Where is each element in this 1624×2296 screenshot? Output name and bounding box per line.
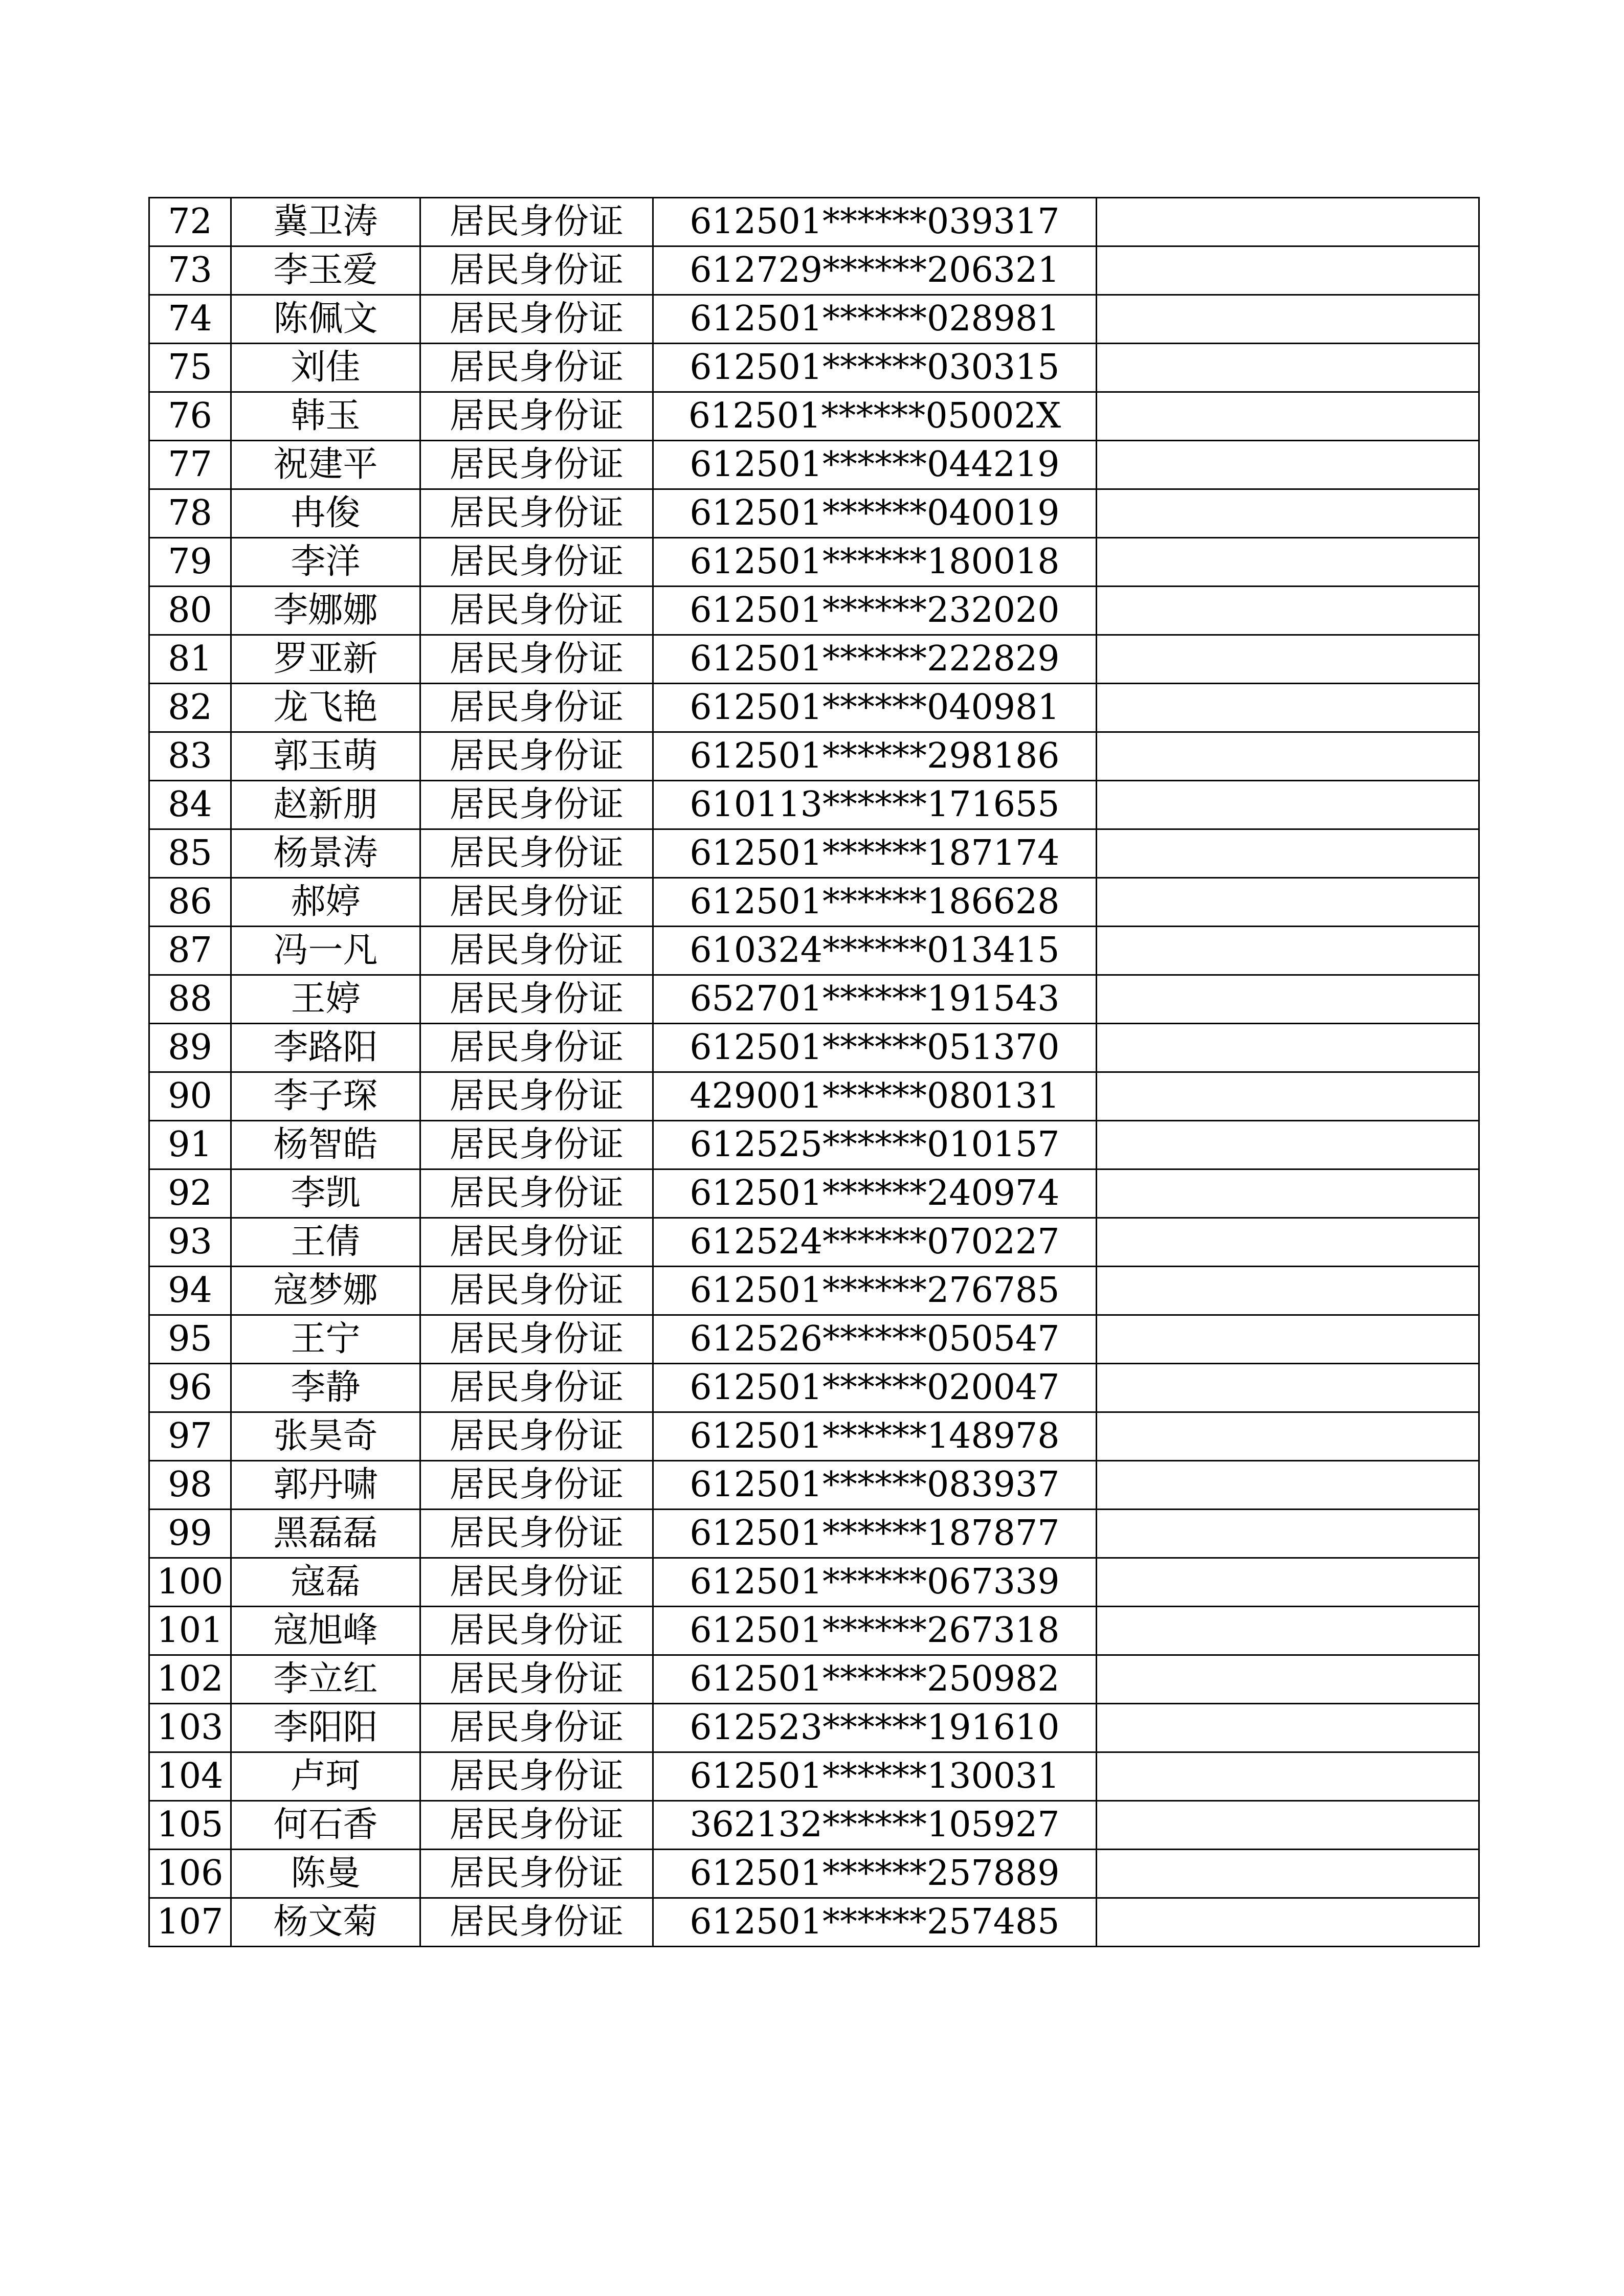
person-name-cell: 卢珂 <box>231 1752 420 1801</box>
row-number-cell: 89 <box>149 1024 231 1072</box>
remark-cell <box>1097 1850 1479 1898</box>
id-number-cell: 612501******083937 <box>653 1461 1097 1510</box>
id-number-cell: 612501******051370 <box>653 1024 1097 1072</box>
table-row <box>149 1558 1479 1607</box>
id-type-cell: 居民身份证 <box>420 1461 653 1510</box>
id-number-cell: 612523******191610 <box>653 1704 1097 1752</box>
remark-cell <box>1097 344 1479 392</box>
id-type-cell: 居民身份证 <box>420 392 653 441</box>
row-number-cell: 101 <box>149 1607 231 1655</box>
table-row <box>149 1412 1479 1461</box>
person-name-cell: 郝婷 <box>231 878 420 927</box>
id-number-cell: 612501******257485 <box>653 1898 1097 1947</box>
remark-cell <box>1097 732 1479 781</box>
person-name-cell: 寇梦娜 <box>231 1267 420 1315</box>
row-number-cell: 104 <box>149 1752 231 1801</box>
id-number-cell: 612501******067339 <box>653 1558 1097 1607</box>
table-row <box>149 538 1479 587</box>
remark-cell <box>1097 878 1479 927</box>
table-row <box>149 1850 1479 1898</box>
row-number-cell: 99 <box>149 1510 231 1558</box>
person-name-cell: 祝建平 <box>231 441 420 489</box>
id-type-cell: 居民身份证 <box>420 1024 653 1072</box>
row-number-cell: 103 <box>149 1704 231 1752</box>
id-number-cell: 612525******010157 <box>653 1121 1097 1169</box>
remark-cell <box>1097 1607 1479 1655</box>
person-name-cell: 李阳阳 <box>231 1704 420 1752</box>
id-type-cell: 居民身份证 <box>420 587 653 635</box>
table-row <box>149 1704 1479 1752</box>
id-type-cell: 居民身份证 <box>420 1121 653 1169</box>
id-number-cell: 612524******070227 <box>653 1218 1097 1267</box>
person-name-cell: 冉俊 <box>231 489 420 538</box>
row-number-cell: 87 <box>149 927 231 975</box>
person-name-cell: 寇磊 <box>231 1558 420 1607</box>
row-number-cell: 77 <box>149 441 231 489</box>
id-type-cell: 居民身份证 <box>420 1072 653 1121</box>
id-number-cell: 612501******187877 <box>653 1510 1097 1558</box>
row-number-cell: 88 <box>149 975 231 1024</box>
remark-cell <box>1097 441 1479 489</box>
id-type-cell: 居民身份证 <box>420 927 653 975</box>
table-row <box>149 1364 1479 1412</box>
person-name-cell: 张昊奇 <box>231 1412 420 1461</box>
row-number-cell: 94 <box>149 1267 231 1315</box>
person-name-cell: 李立红 <box>231 1655 420 1704</box>
person-name-cell: 杨智皓 <box>231 1121 420 1169</box>
remark-cell <box>1097 829 1479 878</box>
remark-cell <box>1097 1267 1479 1315</box>
person-name-cell: 韩玉 <box>231 392 420 441</box>
id-type-cell: 居民身份证 <box>420 1607 653 1655</box>
row-number-cell: 100 <box>149 1558 231 1607</box>
table-row <box>149 1315 1479 1364</box>
row-number-cell: 82 <box>149 684 231 732</box>
row-number-cell: 95 <box>149 1315 231 1364</box>
id-type-cell: 居民身份证 <box>420 1558 653 1607</box>
table-row <box>149 246 1479 295</box>
row-number-cell: 85 <box>149 829 231 878</box>
id-number-cell: 612501******044219 <box>653 441 1097 489</box>
id-number-cell: 612501******028981 <box>653 295 1097 344</box>
id-type-cell: 居民身份证 <box>420 246 653 295</box>
row-number-cell: 84 <box>149 781 231 829</box>
table-row <box>149 1801 1479 1850</box>
table-row <box>149 927 1479 975</box>
id-type-cell: 居民身份证 <box>420 1267 653 1315</box>
person-name-cell: 陈曼 <box>231 1850 420 1898</box>
id-type-cell: 居民身份证 <box>420 781 653 829</box>
remark-cell <box>1097 927 1479 975</box>
id-number-cell: 612501******240974 <box>653 1169 1097 1218</box>
id-number-cell: 612501******020047 <box>653 1364 1097 1412</box>
table-row <box>149 975 1479 1024</box>
remark-cell <box>1097 1072 1479 1121</box>
person-name-cell: 王婷 <box>231 975 420 1024</box>
table-row <box>149 1072 1479 1121</box>
id-type-cell: 居民身份证 <box>420 1169 653 1218</box>
row-number-cell: 91 <box>149 1121 231 1169</box>
person-name-cell: 罗亚新 <box>231 635 420 684</box>
id-type-cell: 居民身份证 <box>420 1364 653 1412</box>
person-name-cell: 王宁 <box>231 1315 420 1364</box>
remark-cell <box>1097 975 1479 1024</box>
remark-cell <box>1097 1364 1479 1412</box>
id-number-cell: 429001******080131 <box>653 1072 1097 1121</box>
id-number-cell: 612501******030315 <box>653 344 1097 392</box>
row-number-cell: 106 <box>149 1850 231 1898</box>
table-row <box>149 829 1479 878</box>
person-name-cell: 李洋 <box>231 538 420 587</box>
id-number-cell: 612501******267318 <box>653 1607 1097 1655</box>
table-row <box>149 587 1479 635</box>
id-type-cell: 居民身份证 <box>420 1655 653 1704</box>
id-type-cell: 居民身份证 <box>420 538 653 587</box>
id-type-cell: 居民身份证 <box>420 829 653 878</box>
table-row <box>149 1024 1479 1072</box>
row-number-cell: 79 <box>149 538 231 587</box>
person-name-cell: 王倩 <box>231 1218 420 1267</box>
table-row <box>149 1510 1479 1558</box>
remark-cell <box>1097 1461 1479 1510</box>
remark-cell <box>1097 1024 1479 1072</box>
id-type-cell: 居民身份证 <box>420 344 653 392</box>
table-row <box>149 1461 1479 1510</box>
row-number-cell: 96 <box>149 1364 231 1412</box>
row-number-cell: 97 <box>149 1412 231 1461</box>
table-row <box>149 1169 1479 1218</box>
id-type-cell: 居民身份证 <box>420 1801 653 1850</box>
remark-cell <box>1097 1655 1479 1704</box>
person-name-cell: 李娜娜 <box>231 587 420 635</box>
id-number-cell: 612501******040019 <box>653 489 1097 538</box>
id-number-cell: 612501******148978 <box>653 1412 1097 1461</box>
person-name-cell: 李凯 <box>231 1169 420 1218</box>
remark-cell <box>1097 1704 1479 1752</box>
row-number-cell: 81 <box>149 635 231 684</box>
row-number-cell: 78 <box>149 489 231 538</box>
id-number-cell: 362132******105927 <box>653 1801 1097 1850</box>
person-name-cell: 李路阳 <box>231 1024 420 1072</box>
person-name-cell: 杨文菊 <box>231 1898 420 1947</box>
id-type-cell: 居民身份证 <box>420 1898 653 1947</box>
remark-cell <box>1097 198 1479 246</box>
id-number-cell: 612501******257889 <box>653 1850 1097 1898</box>
remark-cell <box>1097 684 1479 732</box>
person-name-cell: 李子琛 <box>231 1072 420 1121</box>
remark-cell <box>1097 635 1479 684</box>
id-number-cell: 612501******232020 <box>653 587 1097 635</box>
roster-table <box>148 197 1480 1947</box>
table-row <box>149 489 1479 538</box>
id-type-cell: 居民身份证 <box>420 732 653 781</box>
id-number-cell: 612729******206321 <box>653 246 1097 295</box>
remark-cell <box>1097 1510 1479 1558</box>
id-number-cell: 612501******040981 <box>653 684 1097 732</box>
remark-cell <box>1097 1218 1479 1267</box>
table-row <box>149 1607 1479 1655</box>
row-number-cell: 105 <box>149 1801 231 1850</box>
person-name-cell: 刘佳 <box>231 344 420 392</box>
id-number-cell: 612501******180018 <box>653 538 1097 587</box>
row-number-cell: 80 <box>149 587 231 635</box>
row-number-cell: 75 <box>149 344 231 392</box>
table-row <box>149 732 1479 781</box>
table-row <box>149 392 1479 441</box>
id-type-cell: 居民身份证 <box>420 635 653 684</box>
remark-cell <box>1097 295 1479 344</box>
person-name-cell: 冀卫涛 <box>231 198 420 246</box>
table-row <box>149 1267 1479 1315</box>
remark-cell <box>1097 489 1479 538</box>
person-name-cell: 黑磊磊 <box>231 1510 420 1558</box>
id-number-cell: 612501******222829 <box>653 635 1097 684</box>
row-number-cell: 107 <box>149 1898 231 1947</box>
table-row <box>149 1752 1479 1801</box>
table-row <box>149 198 1479 246</box>
id-type-cell: 居民身份证 <box>420 198 653 246</box>
remark-cell <box>1097 1558 1479 1607</box>
id-number-cell: 652701******191543 <box>653 975 1097 1024</box>
person-name-cell: 李静 <box>231 1364 420 1412</box>
table-row <box>149 635 1479 684</box>
person-name-cell: 赵新朋 <box>231 781 420 829</box>
row-number-cell: 98 <box>149 1461 231 1510</box>
id-type-cell: 居民身份证 <box>420 1412 653 1461</box>
remark-cell <box>1097 1315 1479 1364</box>
table-row <box>149 1218 1479 1267</box>
id-type-cell: 居民身份证 <box>420 878 653 927</box>
row-number-cell: 92 <box>149 1169 231 1218</box>
person-name-cell: 何石香 <box>231 1801 420 1850</box>
id-number-cell: 610324******013415 <box>653 927 1097 975</box>
id-type-cell: 居民身份证 <box>420 1752 653 1801</box>
row-number-cell: 93 <box>149 1218 231 1267</box>
id-type-cell: 居民身份证 <box>420 1510 653 1558</box>
remark-cell <box>1097 538 1479 587</box>
remark-cell <box>1097 246 1479 295</box>
id-number-cell: 612501******05002X <box>653 392 1097 441</box>
id-type-cell: 居民身份证 <box>420 975 653 1024</box>
id-number-cell: 612501******186628 <box>653 878 1097 927</box>
table-row <box>149 684 1479 732</box>
id-type-cell: 居民身份证 <box>420 1218 653 1267</box>
remark-cell <box>1097 1801 1479 1850</box>
table-row <box>149 441 1479 489</box>
row-number-cell: 83 <box>149 732 231 781</box>
table-row <box>149 1121 1479 1169</box>
remark-cell <box>1097 587 1479 635</box>
table-row <box>149 1655 1479 1704</box>
remark-cell <box>1097 1752 1479 1801</box>
id-number-cell: 612501******276785 <box>653 1267 1097 1315</box>
remark-cell <box>1097 1412 1479 1461</box>
id-type-cell: 居民身份证 <box>420 1704 653 1752</box>
id-number-cell: 612501******250982 <box>653 1655 1097 1704</box>
remark-cell <box>1097 1898 1479 1947</box>
row-number-cell: 76 <box>149 392 231 441</box>
remark-cell <box>1097 392 1479 441</box>
remark-cell <box>1097 1121 1479 1169</box>
roster-table-body <box>149 198 1479 1947</box>
row-number-cell: 90 <box>149 1072 231 1121</box>
id-number-cell: 612526******050547 <box>653 1315 1097 1364</box>
table-row <box>149 878 1479 927</box>
person-name-cell: 陈佩文 <box>231 295 420 344</box>
person-name-cell: 郭玉萌 <box>231 732 420 781</box>
id-number-cell: 610113******171655 <box>653 781 1097 829</box>
person-name-cell: 杨景涛 <box>231 829 420 878</box>
id-type-cell: 居民身份证 <box>420 441 653 489</box>
id-type-cell: 居民身份证 <box>420 684 653 732</box>
id-type-cell: 居民身份证 <box>420 295 653 344</box>
id-type-cell: 居民身份证 <box>420 1315 653 1364</box>
person-name-cell: 郭丹啸 <box>231 1461 420 1510</box>
row-number-cell: 73 <box>149 246 231 295</box>
row-number-cell: 72 <box>149 198 231 246</box>
row-number-cell: 102 <box>149 1655 231 1704</box>
row-number-cell: 74 <box>149 295 231 344</box>
person-name-cell: 龙飞艳 <box>231 684 420 732</box>
id-number-cell: 612501******039317 <box>653 198 1097 246</box>
id-type-cell: 居民身份证 <box>420 1850 653 1898</box>
id-number-cell: 612501******298186 <box>653 732 1097 781</box>
person-name-cell: 李玉爱 <box>231 246 420 295</box>
table-row <box>149 781 1479 829</box>
remark-cell <box>1097 781 1479 829</box>
table-row <box>149 344 1479 392</box>
row-number-cell: 86 <box>149 878 231 927</box>
person-name-cell: 冯一凡 <box>231 927 420 975</box>
id-number-cell: 612501******130031 <box>653 1752 1097 1801</box>
table-row <box>149 295 1479 344</box>
remark-cell <box>1097 1169 1479 1218</box>
id-number-cell: 612501******187174 <box>653 829 1097 878</box>
id-type-cell: 居民身份证 <box>420 489 653 538</box>
person-name-cell: 寇旭峰 <box>231 1607 420 1655</box>
table-row <box>149 1898 1479 1947</box>
